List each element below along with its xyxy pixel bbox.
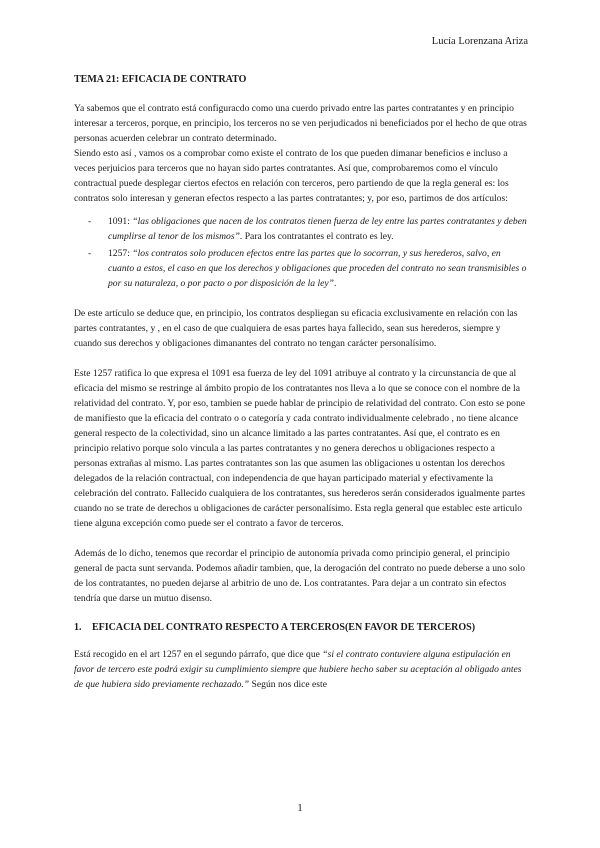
document-title: TEMA 21: EFICACIA DE CONTRATO <box>74 74 247 85</box>
paragraph-1: Ya sabemos que el contrato está configuracdo como una cuerdo privado entre las partes contratantes y en principio interesar a terceros, porque, en principio, los terceros no se ven perjudicados ni beneficiados por el hecho de que otras personas acuerden celebrar un contrato determinado. <box>74 103 527 144</box>
page-number: 1 <box>297 802 303 814</box>
paragraph-3: De este artículo se deduce que, en principio, los contratos despliegan su eficacia exclusivamente en relación con las partes contratantes, y , en el caso de que cualquiera de esas partes haya fallecido, sean sus herederos, siempre y cuando sus derechos y obligaciones dimanantes del contrato no tengan carácter personalísimo. <box>74 308 518 349</box>
article-suffix: . Para los contratantes el contrato es ley. <box>239 231 394 242</box>
article-number: 1257: <box>108 248 133 259</box>
dash-bullet: - <box>88 216 92 227</box>
author-name: Lucía Lorenzana Ariza <box>431 36 528 47</box>
paragraph-6-suffix: Según nos dice este <box>249 679 327 690</box>
article-list <box>74 214 528 291</box>
paragraph-4: Este 1257 ratifica lo que expresa el 1091 esa fuerza de ley del 1091 atribuye al contrato y la circunstancia de que al eficacia del mismo se restringe al ámbito propio de los contratantes nos lleva a lo que se conoce con el nombre de la relatividad del contrato. Y, por eso, tambien se puede hablar de principio de relatividad del contrato. Con esto se pone de manifiesto que la eficacia del contrato o o categoría y cada contrato individualmente celebrado , no tiene alcance general respecto de la colectividad, sino un alcance limitado a las partes contratantes. Así que, el contrato es en principio relativo porque solo vincula a las partes contratantes y no genera derechos u obligaciones respecto a personas extrañas al mismo. Las partes contratantes son las que asumen las obligaciones u ostentan los derechos delegados de la relación contractual, con independencia de que hayan participado material y efectivamente la celebración del contrato. Fallecido cualquiera de los contratantes, sus herederos serán considerados igualmente partes cuando no se trate de derechos u obligaciones de carácter personalísimo. Esta regla general que establec este articulo tiene alguna excepción como puede ser el contrato a favor de terceros. <box>74 368 526 529</box>
list-item-1257 <box>74 246 528 291</box>
section-heading-1 <box>74 620 528 635</box>
paragraph-6 <box>74 647 528 692</box>
paragraph-6-quote: “si el contrato contuviere alguna estipulación en favor de tercero este podrá exigir su cumplimiento siempre que hubiere hecho saber su aceptación al obligado antes de que hubiera sido previamente rechazado.” <box>74 649 522 690</box>
paragraph-5: Además de lo dicho, tenemos que recordar el principio de autonomía privada como principio general, el principio general de pacta sunt servanda. Podemos añadir tambien, que, la derogación del contrato no puede deberse a uno solo de los contratantes, no pueden dejarse al arbitrio de uno de. Los contratantes. Para dejar a un contrato sin efectos tendría que darse un mutuo disenso. <box>74 548 526 604</box>
article-quote: “las obligaciones que nacen de los contratos tienen fuerza de ley entre las partes contratantes y deben cumplirse al tenor de los mismos” <box>108 216 527 242</box>
document-body <box>74 72 528 692</box>
section-number: 1. <box>74 622 82 633</box>
article-suffix: . <box>333 278 337 289</box>
paragraph-2: Siendo esto así , vamos os a comprobar como existe el contrato de los que pueden dimanar beneficios e incluso a veces perjuicios para terceros que no hayan sido partes contratantes. Así que, comprobaremos como el vínculo contractual puede desplegar ciertos efectos en relación con terceros, pero partiendo de que la regla general es: los contratos solo interesan y generan efectos respecto a las partes contratantes; y, por eso, partimos de dos artículos: <box>74 148 509 204</box>
paragraph-6-prefix: Está recogido en el art 1257 en el segundo párrafo, que dice que <box>74 649 323 660</box>
list-item-1091 <box>74 214 528 244</box>
article-number: 1091: <box>108 216 133 227</box>
article-quote: “los contratos solo producen efectos entre las partes que lo socorran, y sus herederos, salvo, en cuanto a estos, el caso en que los derechos y obligaciones que proceden del contrato no sean transmisibles o por su naturaleza, o por pacto o por disposición de la ley” <box>108 248 527 289</box>
dash-bullet: - <box>88 248 92 259</box>
section-title: EFICACIA DEL CONTRATO RESPECTO A TERCEROS(EN FAVOR DE TERCEROS) <box>92 622 476 633</box>
